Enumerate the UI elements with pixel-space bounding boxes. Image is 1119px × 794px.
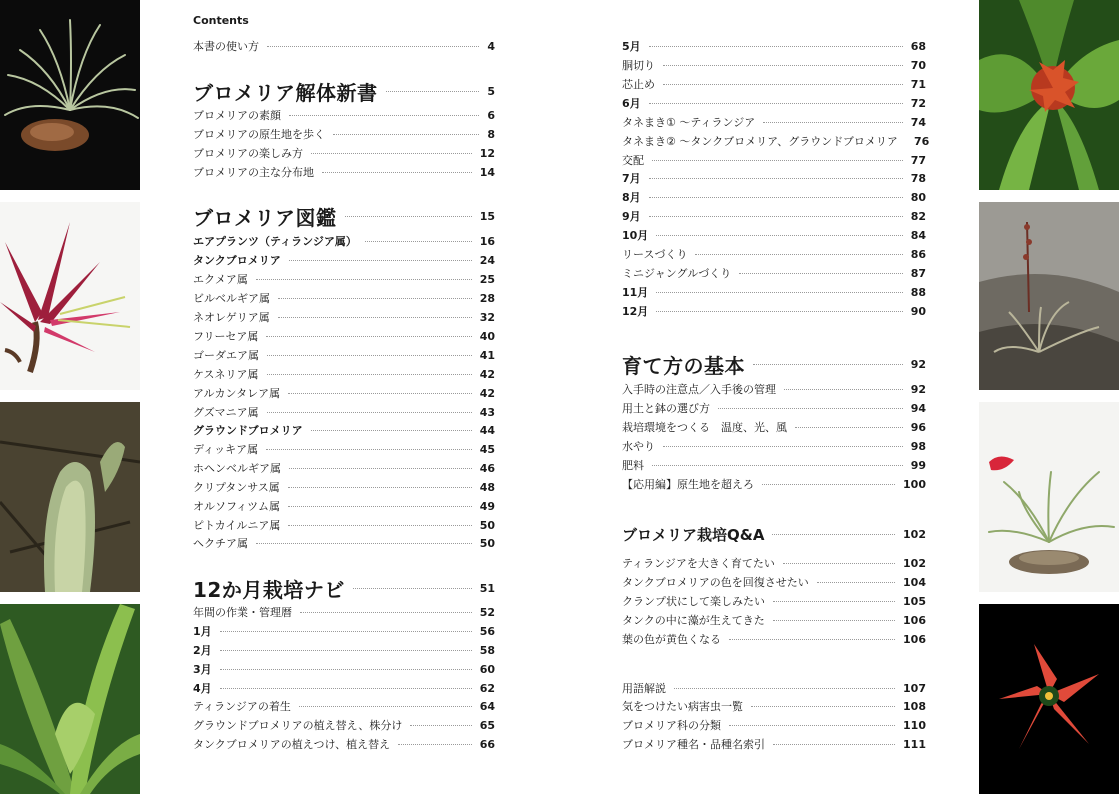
toc-entry-title: 4月: [193, 682, 212, 695]
toc-entry[interactable]: [622, 630, 926, 648]
toc-entry-title: 用語解説: [622, 682, 666, 695]
toc-entry-page: 68: [910, 39, 926, 53]
toc-entry[interactable]: [193, 679, 495, 697]
toc-entry-page: 92: [910, 382, 926, 396]
toc-entry[interactable]: [622, 475, 926, 493]
leader-dots: [751, 706, 895, 707]
toc-entry-title: 育て方の基本: [622, 353, 745, 378]
toc-entry-page: 107: [903, 681, 926, 695]
leader-dots: [386, 91, 480, 92]
toc-entry[interactable]: [622, 75, 926, 93]
toc-entry-page: 48: [479, 480, 495, 494]
leader-dots: [288, 393, 472, 394]
leader-dots: [256, 543, 472, 544]
toc-entry[interactable]: [622, 611, 926, 629]
toc-entry-title: ビルベルギア属: [193, 292, 270, 305]
toc-entry[interactable]: [193, 251, 495, 269]
leader-dots: [220, 631, 472, 632]
toc-entry[interactable]: [622, 302, 926, 320]
leader-dots: [739, 273, 902, 274]
toc-entry[interactable]: [622, 523, 926, 545]
leader-dots: [649, 178, 903, 179]
toc-entry[interactable]: [622, 132, 930, 150]
toc-entry[interactable]: [622, 592, 926, 610]
leader-dots: [220, 688, 472, 689]
leader-dots: [289, 115, 479, 116]
leader-dots: [784, 389, 903, 390]
toc-entry-page: 84: [910, 228, 926, 242]
leader-dots: [652, 160, 903, 161]
toc-entry-title: 本書の使い方: [193, 40, 259, 53]
toc-entry-page: 12: [479, 146, 495, 160]
leader-dots: [656, 292, 902, 293]
leader-dots: [656, 311, 902, 312]
toc-entry-title: ブロメリア解体新書: [193, 80, 378, 105]
toc-entry[interactable]: [193, 716, 495, 734]
toc-entry-title: エアプランツ: [193, 235, 259, 248]
photo-green-bromeliad-leaves: [0, 604, 140, 794]
contents-heading: Contents: [193, 14, 249, 27]
toc-entry-page: 92: [910, 357, 926, 371]
leader-dots: [300, 612, 472, 613]
leader-dots: [795, 427, 903, 428]
toc-left-column: [193, 0, 495, 794]
toc-entry-page: 28: [479, 291, 495, 305]
leader-dots: [278, 317, 472, 318]
toc-entry[interactable]: [193, 403, 495, 421]
toc-entry-page: 94: [910, 401, 926, 415]
toc-entry-title: クリプタンサス属: [193, 481, 280, 494]
toc-entry-page: 32: [479, 310, 495, 324]
toc-entry-title: タンクブロメリア: [193, 254, 281, 267]
toc-entry-page: 64: [479, 699, 495, 713]
toc-entry[interactable]: [622, 437, 926, 455]
toc-entry[interactable]: [193, 641, 495, 659]
toc-entry-page: 111: [903, 737, 926, 751]
toc-entry[interactable]: [622, 113, 926, 131]
toc-entry-title: フリーセア属: [193, 330, 259, 343]
leader-dots: [783, 563, 895, 564]
photo-red-bromeliad-flower: [979, 604, 1119, 794]
toc-entry-title: グラウンドブロメリア: [193, 424, 303, 437]
leader-dots: [365, 241, 472, 242]
toc-entry-page: 102: [903, 556, 926, 570]
toc-entry[interactable]: [193, 365, 495, 383]
leader-dots: [333, 134, 479, 135]
leader-dots: [663, 446, 903, 447]
toc-entry[interactable]: [193, 440, 495, 458]
toc-entry-title: タンクの中に藻が生えてきた: [622, 614, 765, 627]
toc-entry-page: 72: [910, 96, 926, 110]
leader-dots: [663, 84, 903, 85]
leader-dots: [220, 650, 472, 651]
toc-entry-title: 12か月栽培ナビ: [193, 577, 345, 602]
toc-entry-page: 44: [479, 423, 495, 437]
toc-entry-title: 11月: [622, 286, 649, 299]
toc-entry-page: 106: [903, 613, 926, 627]
toc-entry-page: 105: [903, 594, 926, 608]
toc-entry-page: 87: [910, 266, 926, 280]
toc-entry-subtitle: （ティランジア属）: [259, 235, 357, 248]
toc-entry-title: ティランジアの着生: [193, 700, 291, 713]
leader-dots: [649, 103, 903, 104]
toc-entry-page: 40: [479, 329, 495, 343]
toc-entry-title: タネまき② 〜タンクブロメリア、グラウンドブロメリア: [622, 135, 898, 148]
toc-entry-title: ブロメリアの主な分布地: [193, 166, 314, 179]
toc-entry[interactable]: [193, 308, 495, 326]
photo-red-tank-bromeliad: [979, 0, 1119, 190]
toc-entry-title: ティランジアを大きく育てたい: [622, 557, 775, 570]
toc-entry-page: 110: [903, 718, 926, 732]
toc-entry-title: 年間の作業・管理暦: [193, 606, 292, 619]
leader-dots: [763, 122, 902, 123]
toc-entry-title: 5月: [622, 40, 641, 53]
leader-dots: [398, 744, 472, 745]
toc-entry[interactable]: [193, 346, 495, 364]
toc-entry-page: 78: [910, 171, 926, 185]
toc-entry-page: 80: [910, 190, 926, 204]
toc-entry-page: 43: [479, 405, 495, 419]
toc-entry-page: 60: [479, 662, 495, 676]
toc-entry-page: 50: [479, 518, 495, 532]
leader-dots: [288, 487, 472, 488]
toc-entry-title: ケスネリア属: [193, 368, 259, 381]
toc-entry[interactable]: [622, 207, 926, 225]
toc-entry-title: ブロメリア栽培Q&A: [622, 525, 765, 544]
leader-dots: [772, 534, 895, 535]
toc-entry-title: 芯止め: [622, 78, 655, 91]
leader-dots: [652, 465, 903, 466]
leader-dots: [288, 506, 472, 507]
toc-entry[interactable]: [622, 380, 926, 398]
toc-entry[interactable]: [193, 497, 495, 515]
toc-entry[interactable]: [193, 37, 495, 55]
toc-entry-page: 62: [479, 681, 495, 695]
toc-entry[interactable]: [193, 106, 495, 124]
toc-entry-page: 56: [479, 624, 495, 638]
toc-entry[interactable]: [622, 264, 926, 282]
leader-dots: [753, 364, 903, 365]
toc-entry[interactable]: [193, 575, 495, 601]
toc-entry[interactable]: [622, 735, 926, 753]
toc-entry-page: 88: [910, 285, 926, 299]
toc-entry-page: 66: [479, 737, 495, 751]
toc-entry-page: 96: [910, 420, 926, 434]
toc-entry-title: 8月: [622, 191, 641, 204]
toc-entry[interactable]: [622, 169, 926, 187]
toc-entry[interactable]: [622, 399, 926, 417]
toc-entry-page: 82: [910, 209, 926, 223]
toc-entry-title: 肥料: [622, 459, 644, 472]
leader-dots: [266, 336, 471, 337]
toc-entry-page: 49: [479, 499, 495, 513]
leader-dots: [288, 525, 471, 526]
toc-entry-page: 6: [487, 108, 495, 122]
toc-entry-title: 7月: [622, 172, 641, 185]
toc-entry[interactable]: [193, 203, 495, 229]
toc-entry[interactable]: [193, 459, 495, 477]
toc-entry[interactable]: [622, 554, 926, 572]
toc-entry-title: 用土と鉢の選び方: [622, 402, 710, 415]
toc-entry-page: 98: [910, 439, 926, 453]
toc-entry[interactable]: [622, 456, 926, 474]
leader-dots: [773, 601, 895, 602]
toc-entry-page: 104: [903, 575, 926, 589]
toc-entry[interactable]: [622, 245, 926, 263]
toc-entry-page: 15: [479, 209, 495, 223]
toc-entry-title: ヘクチア属: [193, 537, 248, 550]
toc-entry-title: 水やり: [622, 440, 655, 453]
toc-entry-title: グズマニア属: [193, 406, 259, 419]
leader-dots: [729, 639, 895, 640]
toc-entry-page: 65: [479, 718, 495, 732]
toc-entry[interactable]: [193, 622, 495, 640]
toc-entry-title: ピトカイルニア属: [193, 519, 281, 532]
toc-entry-title: ミニジャングルづくり: [622, 267, 732, 280]
leader-dots: [817, 582, 895, 583]
toc-entry[interactable]: [193, 603, 495, 621]
leader-dots: [267, 412, 472, 413]
toc-entry-page: 76: [913, 134, 930, 148]
toc-entry-page: 71: [910, 77, 926, 91]
photo-red-tillandsia-flower: [0, 202, 140, 390]
leader-dots: [311, 430, 472, 431]
leader-dots: [649, 216, 903, 217]
toc-entry-page: 8: [487, 127, 495, 141]
leader-dots: [649, 46, 903, 47]
leader-dots: [729, 725, 895, 726]
toc-entry-title: ブロメリアの素顔: [193, 109, 281, 122]
toc-entry[interactable]: [622, 697, 926, 715]
toc-entry-page: 102: [903, 527, 926, 541]
toc-entry-title: オルソフィツム属: [193, 500, 281, 513]
toc-entry-title: グラウンドブロメリアの植え替え、株分け: [193, 719, 403, 732]
toc-entry-title: 栽培環境をつくる 温度、光、風: [622, 421, 787, 434]
toc-entry-title: 交配: [622, 154, 644, 167]
toc-entry-page: 14: [479, 165, 495, 179]
toc-entry[interactable]: [193, 327, 495, 345]
leader-dots: [762, 484, 895, 485]
leader-dots: [267, 355, 472, 356]
leader-dots: [322, 172, 472, 173]
leader-dots: [220, 669, 472, 670]
toc-entry-page: 41: [479, 348, 495, 362]
leader-dots: [311, 153, 472, 154]
toc-entry[interactable]: [622, 679, 926, 697]
toc-entry-page: 77: [910, 153, 926, 167]
toc-entry[interactable]: [193, 660, 495, 678]
toc-entry-page: 46: [479, 461, 495, 475]
toc-entry-title: アルカンタレア属: [193, 387, 281, 400]
toc-entry-title: ブロメリア種名・品種名索引: [622, 738, 765, 751]
toc-entry-title: 葉の色が黄色くなる: [622, 633, 721, 646]
leader-dots: [289, 260, 472, 261]
toc-entry[interactable]: [193, 163, 495, 181]
toc-entry-title: 3月: [193, 663, 212, 676]
toc-entry-page: 90: [910, 304, 926, 318]
toc-entry[interactable]: [622, 716, 926, 734]
leader-dots: [267, 46, 479, 47]
toc-entry[interactable]: [193, 421, 495, 439]
toc-entry[interactable]: [193, 735, 495, 753]
toc-entry-title: 【応用編】原生地を超えろ: [622, 478, 754, 491]
toc-entry-title: リースづくり: [622, 248, 688, 261]
toc-entry-page: 99: [910, 458, 926, 472]
toc-entry-page: 108: [903, 699, 926, 713]
toc-entry-page: 52: [479, 605, 495, 619]
toc-entry-title: ホヘンベルギア属: [193, 462, 281, 475]
leader-dots: [649, 197, 903, 198]
toc-entry-page: 106: [903, 632, 926, 646]
leader-dots: [773, 620, 895, 621]
toc-entry[interactable]: [193, 125, 495, 143]
toc-entry-title: タンクブロメリアの色を回復させたい: [622, 576, 809, 589]
toc-entry[interactable]: [622, 418, 926, 436]
toc-entry[interactable]: [622, 188, 926, 206]
toc-entry-title: 12月: [622, 305, 649, 318]
leader-dots: [663, 65, 903, 66]
toc-entry[interactable]: [193, 478, 495, 496]
leader-dots: [718, 408, 903, 409]
toc-entry-title: 気をつけたい病害虫一覧: [622, 700, 743, 713]
leader-dots: [256, 279, 472, 280]
toc-entry-title: 10月: [622, 229, 649, 242]
toc-entry[interactable]: [622, 351, 926, 377]
toc-entry-title: タネまき① 〜ティランジア: [622, 116, 756, 129]
leader-dots: [773, 744, 895, 745]
toc-entry-title: 9月: [622, 210, 641, 223]
photo-hohenbergia-plant: [0, 402, 140, 592]
toc-entry[interactable]: [193, 516, 495, 534]
toc-entry[interactable]: [193, 697, 495, 715]
toc-entry-title: ブロメリア図鑑: [193, 205, 337, 230]
toc-right-column: [622, 0, 930, 794]
toc-entry[interactable]: [193, 270, 495, 288]
toc-entry-page: 16: [479, 234, 495, 248]
toc-entry-title: ブロメリア科の分類: [622, 719, 721, 732]
toc-entry[interactable]: [193, 289, 495, 307]
toc-entry-title: ゴーダエア属: [193, 349, 259, 362]
toc-entry-page: 24: [479, 253, 495, 267]
toc-entry[interactable]: [193, 232, 495, 250]
photo-tillandsia-air-plant: [979, 402, 1119, 592]
toc-entry[interactable]: [622, 37, 926, 55]
leader-dots: [695, 254, 902, 255]
toc-entry[interactable]: [622, 283, 926, 301]
toc-entry-page: 50: [479, 536, 495, 550]
toc-entry-page: 51: [479, 581, 495, 595]
toc-entry-title: クランプ状にして楽しみたい: [622, 595, 765, 608]
toc-entry-title: ネオレゲリア属: [193, 311, 270, 324]
toc-entry-page: 42: [479, 386, 495, 400]
toc-entry-title: ブロメリアの原生地を歩く: [193, 128, 325, 141]
toc-entry-page: 25: [479, 272, 495, 286]
toc-entry-page: 5: [487, 84, 495, 98]
leader-dots: [266, 449, 472, 450]
toc-entry-title: 胴切り: [622, 59, 655, 72]
toc-entry[interactable]: [193, 78, 495, 104]
toc-entry-title: 2月: [193, 644, 212, 657]
toc-entry-page: 74: [910, 115, 926, 129]
leader-dots: [656, 235, 902, 236]
toc-entry[interactable]: [193, 534, 495, 552]
toc-entry-title: 1月: [193, 625, 212, 638]
toc-entry-page: 58: [479, 643, 495, 657]
toc-entry[interactable]: [622, 151, 926, 169]
leader-dots: [345, 216, 472, 217]
toc-entry-page: 100: [903, 477, 926, 491]
leader-dots: [278, 298, 472, 299]
leader-dots: [410, 725, 471, 726]
toc-entry-page: 42: [479, 367, 495, 381]
toc-entry-page: 4: [487, 39, 495, 53]
toc-entry-title: 6月: [622, 97, 641, 110]
toc-entry[interactable]: [193, 384, 495, 402]
toc-entry[interactable]: [622, 56, 926, 74]
leader-dots: [353, 588, 472, 589]
toc-entry[interactable]: [193, 144, 495, 162]
toc-entry-title: エクメア属: [193, 273, 248, 286]
leader-dots: [674, 688, 895, 689]
toc-entry[interactable]: [622, 573, 926, 591]
toc-entry-title: タンクブロメリアの植えつけ、植え替え: [193, 738, 391, 751]
photo-tillandsia-on-wood: [0, 0, 140, 190]
toc-entry[interactable]: [622, 226, 926, 244]
toc-entry-page: 86: [910, 247, 926, 261]
toc-entry-title: ブロメリアの楽しみ方: [193, 147, 303, 160]
leader-dots: [267, 374, 472, 375]
toc-entry[interactable]: [622, 94, 926, 112]
toc-entry-title: ディッキア属: [193, 443, 259, 456]
photo-dyckia-on-rock: [979, 202, 1119, 390]
toc-entry-title: 入手時の注意点／入手後の管理: [622, 383, 776, 396]
leader-dots: [289, 468, 472, 469]
leader-dots: [299, 706, 472, 707]
toc-entry-page: 45: [479, 442, 495, 456]
toc-entry-page: 70: [910, 58, 926, 72]
